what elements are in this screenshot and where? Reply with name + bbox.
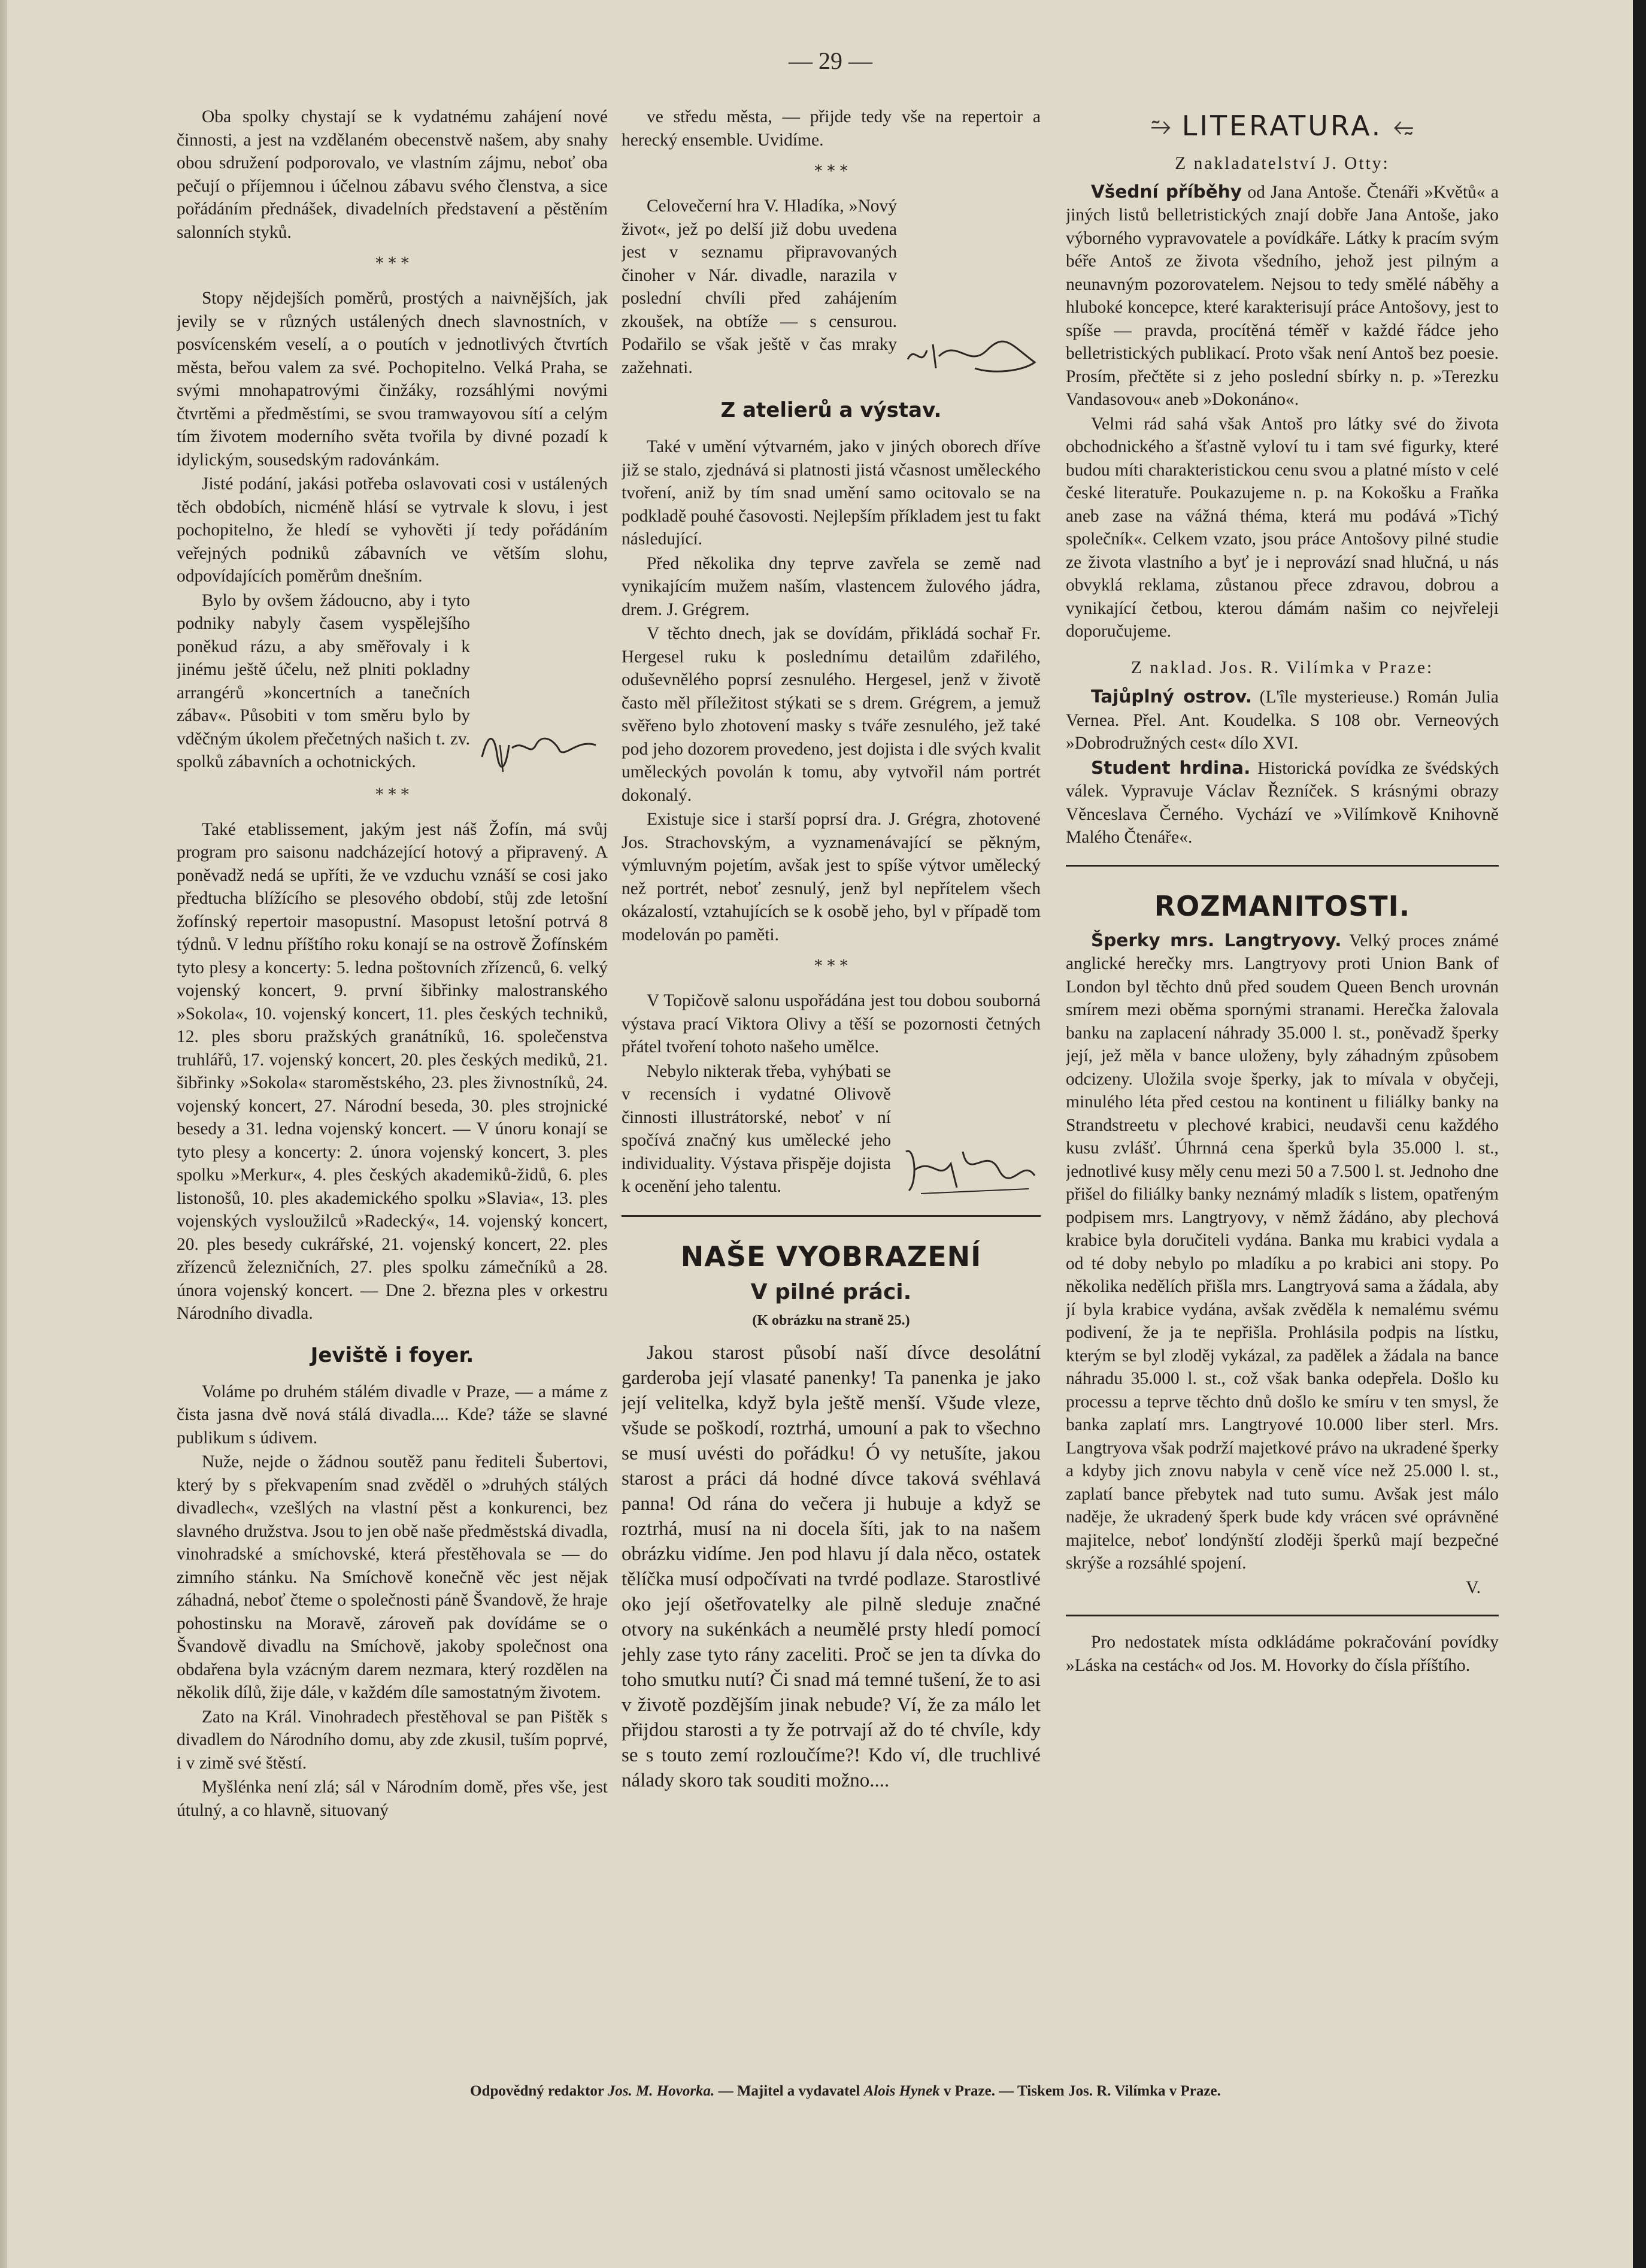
paragraph: Zato na Král. Vinohradech přestěhoval se pan Pištěk s divadlem do Národního domu, aby zde zkusil, tuším poprvé, i v zimě své štěstí. — [177, 1707, 608, 1773]
newspaper-page — [7, 0, 1633, 2268]
article-title: V pilné práci. — [750, 1279, 912, 1304]
paragraph — [1066, 180, 1499, 411]
section-heading: ROZMANITOSTI. — [1154, 889, 1411, 922]
signature-image — [476, 721, 608, 775]
section-heading: LITERATURA. — [1181, 110, 1383, 142]
author-initial: V. — [1466, 1577, 1481, 1597]
ornament-arrow-icon: ⥳ — [1393, 111, 1414, 140]
paragraph: Nebylo nikterak třeba, vyhýbati se v recensích i vydatné Olivově činnosti illustrátorské, neboť v ní spočívá značný kus umělecké jeho individuality. Výstava přispěje dojista k ocenění jeho talentu. — [622, 1061, 891, 1196]
footer-text: Odpovědný redaktor — [470, 2083, 604, 2099]
section-rule — [1066, 865, 1499, 867]
paragraph: Celovečerní hra V. Hladíka, »Nový život«, jež po delší již dobu uvedena jest v seznamu připravovaných činoher v Nár. divadle, narazila v poslední chvíli před zahájením zkoušek, na obtíže — s censurou. Podařilo se však ještě v čas mraky zažehnati. — [622, 196, 897, 377]
paragraph: Voláme po druhém stálém divadle v Praze, — a máme z čista jasna dvě nová stálá divadla.... Kde? táže se slavné publikum s údivem. — [177, 1382, 608, 1448]
article-title: Šperky mrs. Langtryovy. — [1091, 929, 1342, 950]
paragraph-with-signature — [622, 1060, 1041, 1200]
paragraph: Existuje sice i starší poprsí dra. J. Grégra, zhotovené Jos. Strachovským, a vyznamenávající se pěkným, výmluvným pojetím, avšak jest to spíše výtvor umělecký než portrét, neboť zesnulý, jenž byl nepřítelem všech okázalostí, vztahujících se k osobě jeho, byl v případě tom modelován po paměti. — [622, 810, 1041, 944]
paragraph: Také v umění výtvarném, jako v jiných oborech dříve již se stalo, zjednává si platnosti jistá včasnost uměleckého tvoření, aniž by tím snad umění samo ocitovalo se na podkladě pouhé časovosti. Nejlepším příkladem jest tu fakt následující. — [622, 437, 1041, 549]
footer-text: v Praze. — Tiskem Jos. R. Vilímka v Praze. — [943, 2083, 1221, 2099]
paragraph: Jakou starost působí naší dívce desolátní garderoba její vlasaté panenky! Ta panenka je jako její velitelka, když byla ještě menší. Všude vleze, všude se poškodí, roztrhá, umouní a pak to všechno se musí uvésti do pořádku! Ó vy netušíte, jakou starost a práci dá hodné dívce taková svéhlavá panna! Od rána do večera ji hubuje a když se roztrhá, musí na ni docela šíti, jak to na našem obrázku vidíme. Jen pod hlavu jí dala něco, ostatek tělíčka musí odpočívati na tvrdé podlaze. Starostlivé oko její ošetřovatelky ale pilně sleduje značné otvory na sukénkách a neumělé prsty hledí pomocí jehly zase tyto rány zaceliti. Proč se jen ta dívka do toho smutku nutí? Či snad má temné tušení, že to asi v životě pozdějším jinak nebude? Ví, že za málo let přijdou starosti a ty že potrvají až do té chvíle, kdy se s touto zemí rozloučíme?! Kdo ví, dle truchlivé nálady skoro tak souditi možno.... — [622, 1342, 1041, 1791]
section-divider-stars: * * * — [375, 255, 409, 272]
paragraph: Před několika dny teprve zavřela se země nad vynikajícím mužem naším, vlastencem žulového jádra, drem. J. Grégrem. — [622, 553, 1041, 619]
paragraph-text: (L'île mysterieuse.) Román Julia Vernea. Přel. Ant. Koudelka. S 108 obr. Verneových »Dobrodružných cest« dílo XVI. — [1066, 688, 1499, 753]
footer-text: — Majitel a vydavatel — [718, 2083, 860, 2099]
paragraph: Oba spolky chystají se k vydatnému zahájení nové činnosti, a jest na vzdělaném obecenstvě našem, aby snahy obou sdružení podporovalo, ve vlastním zájmu, neboť oba pečují o příjemnou i účelnou zábavu svého členstva, a sice pořádáním přednášek, divadelních představení a pěstěním salonních styků. — [177, 107, 608, 242]
footer-editor-name: Jos. M. Hovorka. — [607, 2083, 715, 2099]
paragraph: Pro nedostatek místa odkládáme pokračování povídky »Láska na cestách« od Jos. M. Hovorky do čísla příštího. — [1066, 1633, 1499, 1675]
section-divider-stars: * * * — [375, 785, 409, 804]
book-title: Tajůplný ostrov. — [1091, 686, 1253, 707]
signature-image — [897, 1134, 1041, 1200]
paragraph-text: od Jana Antoše. Čtenáři »Květů« a jiných listů belletristických znají dobře Jana Antoše, jako výborného vypravovatele a povídkáře. Látky k pracím svým béře Antoš ze života všedního, jehož jest pilným a neunavným pozorovatelem. Nejsou to tedy smělé náběhy a hluboké koncepce, které karakterisují práce Antošovy, jest to spíše — pravda, procítěná téměř v každé řádce jeho belletristických publikací. Proto však není Antoš bez poesie. Prosím, přečtěte si z jeho poslední sbírky n. p. »Terezku Vandasovou« aneb »Dokonáno«. — [1066, 182, 1499, 409]
paragraph: Myšlénka není zlá; sál v Národním domě, přes vše, jest útulný, a co hlavně, situovaný — [177, 1778, 608, 1820]
paragraph: V Topičově salonu uspořádána jest tou dobou souborná výstava prací Viktora Olivy a těší se pozornosti četných přátel tvoření tohoto našeho umělce. — [622, 991, 1041, 1056]
publisher-subheading: Z naklad. Jos. R. Vilímka v Praze: — [1130, 658, 1434, 677]
paragraph — [1066, 685, 1499, 755]
paragraph — [1066, 756, 1499, 849]
paragraph-with-signature — [177, 589, 608, 775]
paragraph-with-signature — [622, 195, 1041, 380]
ornament-arrow-icon: ⥲ — [1151, 111, 1171, 140]
paragraph: Bylo by ovšem žádoucno, aby i tyto podniky nabyly časem vyspělejšího poněkud rázu, a aby směřovaly i k jinému ještě účelu, než plniti pokladny arrangérů »koncertních a tanečních zábav«. Působiti v tom směru bylo by vděčným úkolem přečetných našich t. zv. spolků zábavních a ochotnických. — [177, 591, 470, 771]
page-number: — 29 — — [789, 47, 872, 74]
paragraph: Jisté podání, jakási potřeba oslavovati cosi v ustálených těch obdobích, nicméně hlásí se vytrvale k slovu, i jest pochopitelno, že hledí se vyhověti jí tedy pořádáním veřejných podniků zábavních ve větším slohu, odpovídajících poměrům dnešním. — [177, 474, 608, 586]
section-divider-stars: * * * — [814, 162, 848, 180]
section-divider-stars: * * * — [814, 957, 848, 975]
footer-publisher-name: Alois Hynek — [863, 2083, 940, 2099]
imprint-footer — [187, 2083, 1504, 2100]
paragraph: Také etablissement, jakým jest náš Žofín, má svůj program pro saisonu nadcházející hotový a připravený. A poněvadž nedá se upříti, že ve vzduchu vznáší se cosi jako předtucha blížícího se plesového období, stůj zde letošní žofínský repertoir masopustní. Masopust letošní potrvá 8 týdnů. V lednu příštího roku konají se na ostrově Žofínském tyto plesy a koncerty: 5. ledna poštovních zřízenců, 6. velký vojenský koncert, 9. první šibřinky malostranského »Sokola«, 10. vojenský koncert, 11. ples českých techniků, 12. ples sboru pražských granátníků, 16. společenstva truhlářů, 17. vojenský koncert, 20. ples českých mediků, 21. šibřinky »Sokola« staroměstského, 23. ples živnostníků, 24. vojenský koncert, 27. Národní beseda, 30. ples strojnické besedy a 31. ledna vojenský koncert. — V únoru konají se tyto plesy a koncerty: 2. února vojenský koncert, 3. ples spolku »Merkur«, 4. ples českých akademiků-židů, 6. ples listonošů, 10. ples akademického spolku »Slavia«, 13. ples vojenských vysloužilců »Radecký«, 14. vojenský koncert, 20. ples besedy cukrářské, 21. vojenský koncert, 22. ples zřízenců železničních, 27. ples spolku zámečníků a 28. února vojenský koncert. — Dne 2. března ples v orkestru Národního divadla. — [177, 819, 608, 1323]
paragraph — [1066, 929, 1499, 1575]
article-note: (K obrázku na straně 25.) — [752, 1312, 910, 1328]
section-rule — [1066, 1615, 1499, 1616]
book-title: Student hrdina. — [1091, 757, 1251, 778]
paragraph-text: Velký proces známé anglické herečky mrs. Langtryovy proti Union Bank of London byl těchto dnů před soudem Queen Bench urovnán smírem mezi oběma spornými stranami. Herečka žalovala banku na zaplacení náhrady 35.000 l. st., poněvadž šperky její, jež měla v bance uloženy, byly záhadným způsobem odcizeny. Uložila svoje šperky, jak to mívala v obyčeji, minulého léta před cestou na kontinent u filiálky banky na Strandstreetu v plechové krabici, neudavši cenu každého kusu zvlášť. Úhrnná cena šperků byla 35.000 l. st., jednotlivé kusy měly cenu mezi 50 a 7.500 l. st. Jednoho dne přišel do filiálky banky neznámý mladík s listem, opatřeným podpisem mrs. Langtryovy, v němž žádáno, aby plechová krabice byla doručiteli vydána. Banka mu krabici vydala a od té doby nebylo po mladíku a po krabici ani stopy. Po několika nedělích přišla mrs. Langtryová sama a žádala, aby jí byla krabice vydána, avšak zvěděla k nemalému svému podivení, že ja te nepřišla. Prohlásila podpis na lístku, kterým se byl zloděj vykázal, za padělek a žádala na bance náhradu 35.000 l. st., což však banka odepřela. Došlo ku processu a teprve těchto dnů došlo ke smíru v ten smysl, že banka zaplatí mrs. Langtryové 10.000 liber sterl. Mrs. Langtryova však podrží majetkové právo na ukradené šperky a kdyby jich znovu nabyla v ceně více než 25.000 l. st., zaplatí bance přebytek nad tuto sumu. Avšak jest málo naděje, že ukradený šperk bude kdy vrácen své oprávněné majitelce, neboť londýnští zloději šperků mají bezpečné skrýše a rozsáhlé spojení. — [1066, 931, 1499, 1573]
signature-image — [903, 326, 1041, 380]
book-title: Všední příběhy — [1091, 181, 1242, 202]
paragraph: Nuže, nejde o žádnou soutěž panu řediteli Šubertovi, který by s překvapením snad zvěděl o »druhých stálých divadlech«, vzešlých na vlastní pěst a konkurenci, bez slavného družstva. Jsou to jen obě naše předměstská divadla, vinohradské a smíchovské, která přestěhovala se — do zimního stánku. Na Smíchově konečně věc jest nějak záhadná, neboť čteme o společnosti páně Švandově, že hraje pohostinsku na Moravě, zároveň pak dovídáme se o Švandově divadlu na Smíchově, jakoby společnost ona obdařena byla vzácným darem nezmara, který rozdělen na několik dílů, žije dále, v každém díle samostatným životem. — [177, 1452, 608, 1702]
paragraph: Velmi rád sahá však Antoš pro látky své do života obchodnického a šťastně vyloví tu i tam své figurky, které budou míti charakteristickou cenu svou a platné místo v celé české literatuře. Poukazujeme n. p. na Kokošku a Fraňka aneb zase na vážná théma, která mu podává »Tichý společník«. Celkem vzato, jsou práce Antošovy pilné studie ze života vlastního a byť je i neprovází snad hlučná, u nás obvyklá reklama, zůstanou přece zdravou, dobrou a vynikající četbou, kterou dámám našim co nejvřeleji doporučujeme. — [1066, 414, 1499, 641]
column-left — [177, 105, 608, 2064]
paragraph-text: Historická povídka ze švédských válek. Vypravuje Václav Řezníček. S krásnými obrazy Věnceslava Černého. Vychází ve »Vilímkově Knihovně Malého Čtenáře«. — [1066, 758, 1499, 847]
paragraph: Stopy nějdejších poměrů, prostých a naivnějších, jak jevily se v různých ustálených dnech slavnostních, v posvícenském veselí, a o poutích v jednotlivých čtvrtích města, beřou valem za své. Pochopitelno. Velká Praha, se svými mnohapatrovými činžáky, rozsáhlými novými čtvrtěmi a předměstími, se svou tramwayovou sítí a celým tím životem moderního světa tvořila by divné pozadí k idylickým, sousedským radovánkám. — [177, 289, 608, 470]
publisher-subheading: Z nakladatelství J. Otty: — [1175, 154, 1390, 173]
section-heading: NAŠE VYOBRAZENÍ — [680, 1240, 982, 1273]
section-rule — [622, 1215, 1041, 1217]
paragraph: V těchto dnech, jak se dovídám, přikládá sochař Fr. Hergesel ruku k poslednímu detailům zdařilého, oduševnělého poprsí zesnulého. Hergesel, jenž v životě často měl příležitost stýkati se s drem. Grégrem, a jemuž svěřeno bylo zhotovení masky s tváře zesnulého, jež také pod jeho dozorem provedeno, jest dojista i dle svých kvalit uměleckých povolán k tomu, aby vytvořil nám portrét dokonalý. — [622, 624, 1041, 805]
paragraph: ve středu města, — přijde tedy vše na repertoir a herecký ensemble. Uvidíme. — [622, 107, 1041, 150]
column-middle — [622, 105, 1041, 2064]
section-heading: Jeviště i foyer. — [310, 1343, 474, 1367]
section-heading: Z atelierů a výstav. — [720, 398, 942, 422]
column-right — [1066, 105, 1499, 2064]
section-heading-literatura — [1066, 109, 1499, 143]
